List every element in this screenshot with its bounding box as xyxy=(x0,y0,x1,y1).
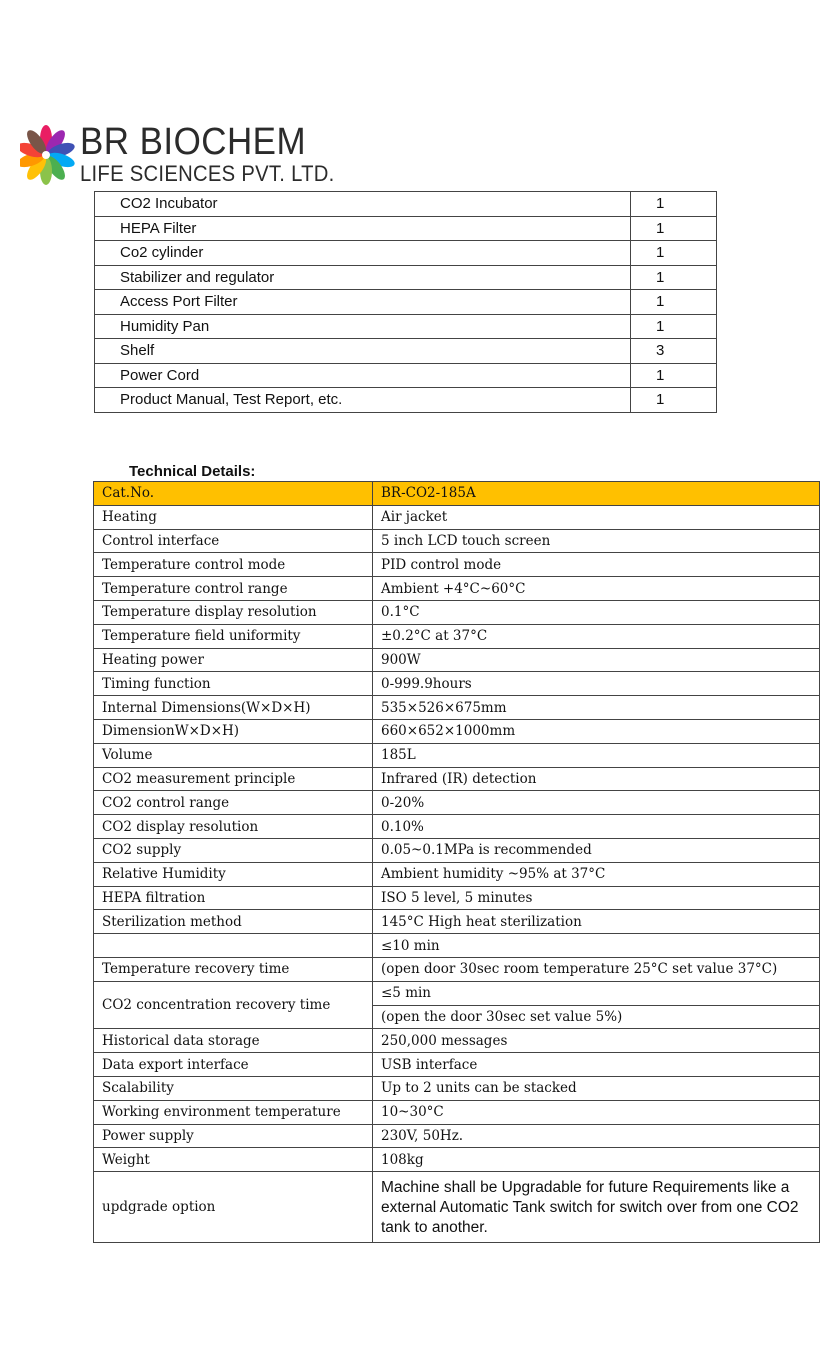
spec-value: 5 inch LCD touch screen xyxy=(373,529,820,553)
table-row xyxy=(95,388,717,413)
table-row xyxy=(94,838,820,862)
spec-parameter: Power supply xyxy=(94,1124,373,1148)
spec-parameter: Temperature recovery time xyxy=(94,957,373,981)
component-qty: 3 xyxy=(631,339,717,364)
spec-value: 108kg xyxy=(373,1148,820,1172)
spec-value: 0-999.9hours xyxy=(373,672,820,696)
spec-value: ≤10 min xyxy=(373,934,820,958)
spec-value: BR-CO2-185A xyxy=(373,482,820,506)
spec-parameter: CO2 measurement principle xyxy=(94,767,373,791)
spec-parameter: Temperature display resolution xyxy=(94,600,373,624)
spec-parameter: Heating xyxy=(94,505,373,529)
component-name: Humidity Pan xyxy=(95,314,631,339)
table-row xyxy=(94,934,820,958)
spec-parameter: Weight xyxy=(94,1148,373,1172)
component-name: Co2 cylinder xyxy=(95,241,631,266)
table-row xyxy=(95,290,717,315)
component-qty: 1 xyxy=(631,192,717,217)
technical-details-heading: Technical Details: xyxy=(129,463,256,480)
spec-value: (open the door 30sec set value 5%) xyxy=(373,1005,820,1029)
spec-value: 0.05~0.1MPa is recommended xyxy=(373,838,820,862)
spec-parameter: Working environment temperature xyxy=(94,1100,373,1124)
spec-value: Machine shall be Upgradable for future Requirements like a external Automatic Tank switch for switch over from one CO2 tank to another. xyxy=(373,1172,820,1243)
spec-parameter: Cat.No. xyxy=(94,482,373,506)
table-row xyxy=(94,791,820,815)
spec-parameter: Volume xyxy=(94,743,373,767)
table-row xyxy=(94,1172,820,1243)
spec-parameter: Historical data storage xyxy=(94,1029,373,1053)
spec-value: 230V, 50Hz. xyxy=(373,1124,820,1148)
technical-details-table xyxy=(93,481,820,1243)
table-row xyxy=(95,314,717,339)
table-row xyxy=(94,1148,820,1172)
spec-parameter: Scalability xyxy=(94,1076,373,1100)
spec-parameter: Data export interface xyxy=(94,1053,373,1077)
table-row xyxy=(94,1124,820,1148)
table-row xyxy=(94,1029,820,1053)
spec-parameter: Temperature control mode xyxy=(94,553,373,577)
table-row xyxy=(94,743,820,767)
table-row xyxy=(94,981,820,1005)
flower-logo-icon xyxy=(20,120,76,190)
spec-value: ISO 5 level, 5 minutes xyxy=(373,886,820,910)
spec-parameter: updgrade option xyxy=(94,1172,373,1243)
table-row xyxy=(94,886,820,910)
table-row xyxy=(94,719,820,743)
table-row xyxy=(94,600,820,624)
table-row xyxy=(94,815,820,839)
spec-parameter: Temperature control range xyxy=(94,577,373,601)
spec-value: 660×652×1000mm xyxy=(373,719,820,743)
table-row xyxy=(94,696,820,720)
spec-value: Infrared (IR) detection xyxy=(373,767,820,791)
component-name: Shelf xyxy=(95,339,631,364)
table-row xyxy=(94,1053,820,1077)
spec-value: ±0.2°C at 37°C xyxy=(373,624,820,648)
component-name: Power Cord xyxy=(95,363,631,388)
table-row xyxy=(94,672,820,696)
company-logo xyxy=(20,120,335,190)
spec-value: 900W xyxy=(373,648,820,672)
component-qty: 1 xyxy=(631,388,717,413)
table-row xyxy=(95,339,717,364)
spec-parameter: HEPA filtration xyxy=(94,886,373,910)
spec-parameter: Internal Dimensions(W×D×H) xyxy=(94,696,373,720)
spec-parameter: CO2 supply xyxy=(94,838,373,862)
spec-parameter xyxy=(94,934,373,958)
table-row xyxy=(95,192,717,217)
spec-value: PID control mode xyxy=(373,553,820,577)
spec-parameter: Sterilization method xyxy=(94,910,373,934)
spec-parameter: CO2 concentration recovery time xyxy=(94,981,373,1029)
spec-value: 10~30°C xyxy=(373,1100,820,1124)
spec-parameter: DimensionW×D×H) xyxy=(94,719,373,743)
table-row xyxy=(94,529,820,553)
table-row xyxy=(94,577,820,601)
spec-value: 535×526×675mm xyxy=(373,696,820,720)
components-table xyxy=(94,191,717,413)
spec-value: Up to 2 units can be stacked xyxy=(373,1076,820,1100)
table-row xyxy=(94,648,820,672)
spec-parameter: CO2 display resolution xyxy=(94,815,373,839)
table-row xyxy=(94,957,820,981)
table-row xyxy=(94,505,820,529)
spec-value: 0.10% xyxy=(373,815,820,839)
spec-value: 250,000 messages xyxy=(373,1029,820,1053)
component-qty: 1 xyxy=(631,265,717,290)
component-name: CO2 Incubator xyxy=(95,192,631,217)
component-qty: 1 xyxy=(631,314,717,339)
component-name: HEPA Filter xyxy=(95,216,631,241)
spec-value: Ambient humidity ~95% at 37°C xyxy=(373,862,820,886)
spec-parameter: Temperature field uniformity xyxy=(94,624,373,648)
table-row xyxy=(94,1076,820,1100)
spec-parameter: Relative Humidity xyxy=(94,862,373,886)
spec-value: Ambient +4°C~60°C xyxy=(373,577,820,601)
table-row xyxy=(95,363,717,388)
component-qty: 1 xyxy=(631,363,717,388)
spec-parameter: Control interface xyxy=(94,529,373,553)
table-row xyxy=(94,910,820,934)
table-row xyxy=(95,216,717,241)
table-row xyxy=(95,241,717,266)
component-qty: 1 xyxy=(631,216,717,241)
component-name: Product Manual, Test Report, etc. xyxy=(95,388,631,413)
spec-value: 185L xyxy=(373,743,820,767)
spec-parameter: Heating power xyxy=(94,648,373,672)
spec-value: Air jacket xyxy=(373,505,820,529)
table-row xyxy=(94,553,820,577)
spec-value: 0.1°C xyxy=(373,600,820,624)
company-subtitle: LIFE SCIENCES PVT. LTD. xyxy=(80,161,335,186)
table-row xyxy=(95,265,717,290)
company-name: BR BIOCHEM xyxy=(80,121,307,163)
component-name: Stabilizer and regulator xyxy=(95,265,631,290)
component-name: Access Port Filter xyxy=(95,290,631,315)
spec-value: USB interface xyxy=(373,1053,820,1077)
spec-parameter: Timing function xyxy=(94,672,373,696)
spec-value: 0-20% xyxy=(373,791,820,815)
table-row xyxy=(94,624,820,648)
table-row xyxy=(94,862,820,886)
spec-value: 145°C High heat sterilization xyxy=(373,910,820,934)
component-qty: 1 xyxy=(631,290,717,315)
table-row xyxy=(94,767,820,791)
table-row xyxy=(94,1100,820,1124)
spec-parameter: CO2 control range xyxy=(94,791,373,815)
component-qty: 1 xyxy=(631,241,717,266)
spec-value: (open door 30sec room temperature 25°C set value 37°C) xyxy=(373,957,820,981)
table-header-row xyxy=(94,482,820,506)
spec-value: ≤5 min xyxy=(373,981,820,1005)
